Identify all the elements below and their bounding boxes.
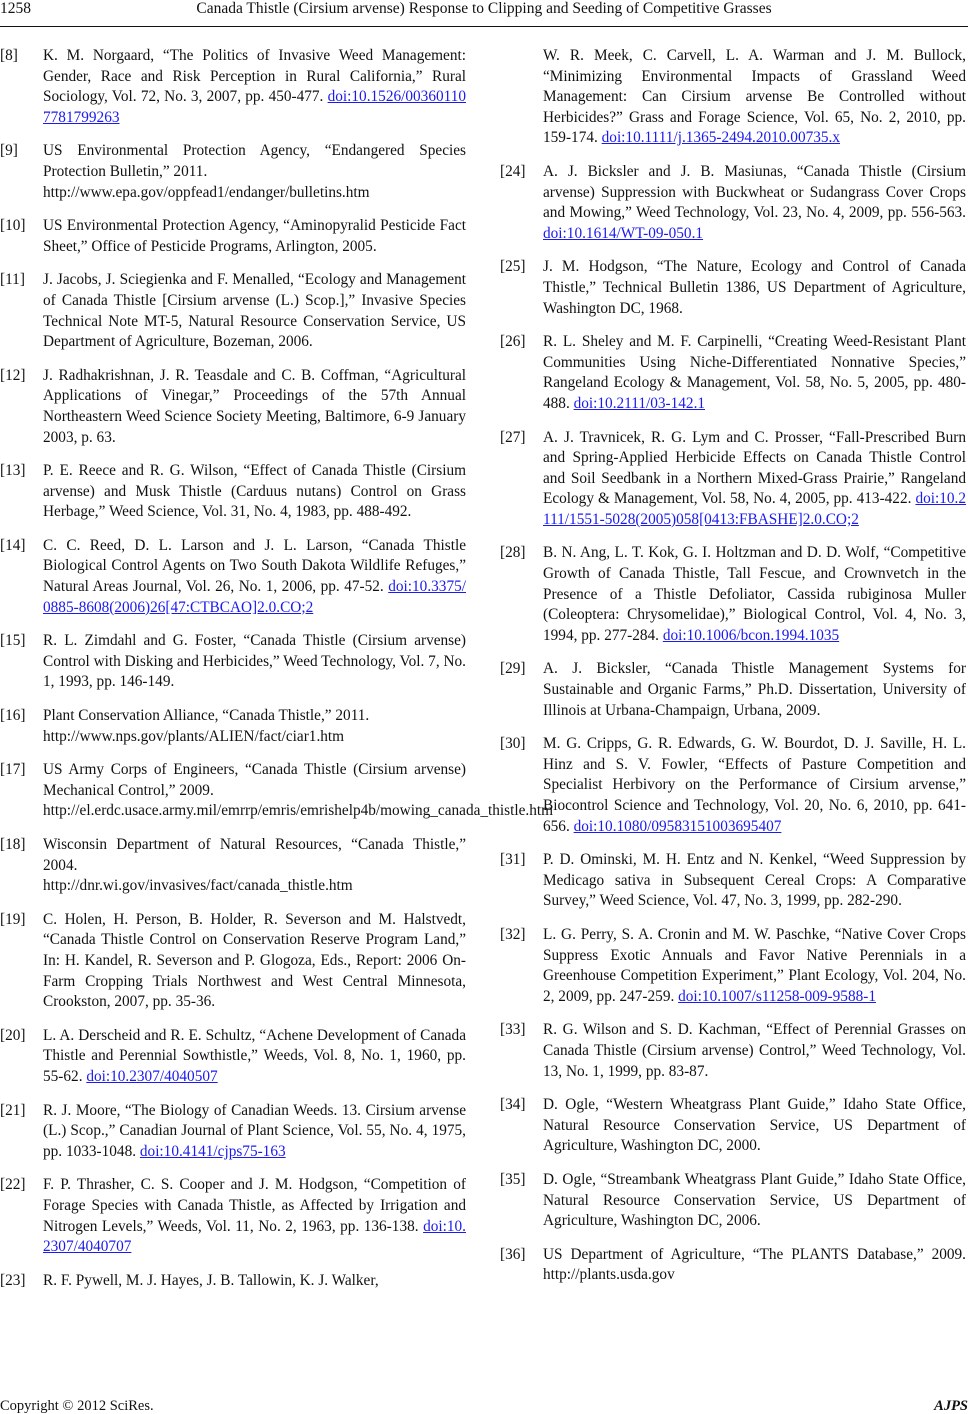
running-title: Canada Thistle (Cirsium arvense) Response to Clipping and Seeding of Competitive Grasses (196, 0, 772, 17)
reference-item (500, 257, 966, 319)
reference-item (0, 366, 466, 448)
reference-number: [22] (0, 1176, 26, 1194)
reference-text: A. J. Bicksler and J. B. Masiunas, “Canada Thistle (Cirsium arvense) Suppression with Buckwheat or Sudangrass Cover Crops and Mowing,” Weed Technology, Vol. 23, No. 4, 2009, pp. 556-563. doi:10.1614/WT-09-050.1 (543, 162, 966, 242)
reference-number: [35] (500, 1170, 526, 1188)
journal-abbreviation: AJPS (934, 1398, 968, 1414)
reference-text: P. E. Reece and R. G. Wilson, “Effect of Canada Thistle (Cirsium arvense) and Musk Thistle (Carduus nutans) Control on Grass Herbage,” Weed Science, Vol. 31, No. 4, 1983, pp. 488-492. (43, 462, 466, 521)
reference-item (0, 1271, 466, 1292)
reference-number: [15] (0, 632, 26, 650)
reference-item (500, 46, 966, 149)
reference-doi-link[interactable]: doi:10.1614/WT-09-050.1 (543, 224, 704, 242)
reference-number: [10] (0, 217, 26, 235)
reference-doi-link[interactable]: doi:10.2111/03-142.1 (573, 394, 706, 412)
reference-number: [27] (500, 428, 526, 446)
reference-doi-link[interactable]: doi:10.3375/0885-8608(2006)26[47:CTBCAO]2.0.CO;2 (43, 578, 466, 616)
reference-item (0, 536, 466, 618)
reference-text: F. P. Thrasher, C. S. Cooper and J. M. Hodgson, “Competition of Forage Species with Canada Thistle, as Affected by Irrigation and Nitrogen Levels,” Weeds, Vol. 11, No. 2, 1963, pp. 136-138. doi:10.2307/4040707 (43, 1176, 466, 1256)
reference-item (500, 925, 966, 1007)
reference-text: US Environmental Protection Agency, “Aminopyralid Pesticide Fact Sheet,” Office of Pesticide Programs, Arlington, 2005. (43, 217, 466, 255)
reference-number: [29] (500, 660, 526, 678)
reference-item (0, 835, 466, 897)
reference-item (0, 461, 466, 523)
page-header (0, 0, 968, 26)
reference-text: Plant Conservation Alliance, “Canada Thistle,” 2011. (43, 707, 370, 725)
reference-number: [30] (500, 735, 526, 753)
reference-item (500, 1020, 966, 1082)
reference-number: [8] (0, 47, 18, 64)
reference-item (500, 734, 966, 837)
reference-item (0, 760, 554, 822)
reference-doi-link[interactable]: doi:10.1111/j.1365-2494.2010.00735.x (601, 129, 841, 147)
reference-item (500, 428, 966, 531)
reference-item (500, 332, 966, 414)
reference-item (500, 1245, 966, 1286)
reference-item (500, 1170, 966, 1232)
reference-item (0, 46, 466, 128)
reference-number: [19] (0, 910, 26, 928)
reference-text: Wisconsin Department of Natural Resources, “Canada Thistle,” 2004. (43, 836, 466, 874)
reference-number: [23] (0, 1271, 26, 1289)
reference-doi-link[interactable]: doi:10.2111/1551-5028(2005)058[0413:FBASHE]2.0.CO;2 (543, 490, 967, 528)
reference-text: K. M. Norgaard, “The Politics of Invasive Weed Management: Gender, Race and Risk Perception in Rural California,” Rural Sociology, Vol. 72, No. 3, 2007, pp. 450-477. doi:10.1526/003601107781799263 (43, 47, 466, 126)
reference-item (0, 706, 466, 747)
reference-text: A. J. Bicksler, “Canada Thistle Management Systems for Sustainable and Organic Farms,” Ph.D. Dissertation, University of Illinois at Urbana-Champaign, Urbana, 2009. (543, 660, 966, 719)
reference-item (0, 216, 466, 257)
reference-number: [20] (0, 1026, 26, 1044)
reference-number: [26] (500, 333, 526, 351)
reference-item (0, 631, 466, 693)
reference-text: B. N. Ang, L. T. Kok, G. I. Holtzman and D. D. Wolf, “Competitive Growth of Canada Thistle, Tall Fescue, and Crownvetch in the Presence of a Thistle Defoliator, Cassida rubiginosa Muller (Coleoptera: Chrysomelidae),” Biological Control, Vol. 4, No. 3, 1994, pp. 277-284. doi:10.1006/bcon.1994.1035 (543, 544, 966, 644)
reference-text: J. Radhakrishnan, J. R. Teasdale and C. B. Coffman, “Agricultural Applications of Vinegar,” Proceedings of the 57th Annual Northeastern Weed Science Society Meeting, Baltimore, 6-9 January 2003, p. 63. (43, 366, 466, 446)
reference-text: US Army Corps of Engineers, “Canada Thistle (Cirsium arvense) Mechanical Control,” 2009. (43, 761, 466, 799)
reference-number: [13] (0, 462, 26, 480)
header-rule (0, 26, 968, 27)
reference-doi-link[interactable]: doi:10.1080/09583151003695407 (573, 817, 782, 835)
reference-item (500, 543, 966, 646)
page-number: 1258 (0, 0, 31, 17)
page-footer (0, 1398, 968, 1414)
reference-text: A. J. Travnicek, R. G. Lym and C. Prosser, “Fall-Prescribed Burn and Spring-Applied Herbicide Effects on Canada Thistle Control and Soil Seedbank in a Northern Mixed-Grass Prairie,” Rangeland Ecology & Management, Vol. 58, No. 4, 2005, pp. 413-422. doi:10.2111/1551-5028(2005)058[0413:FBASHE]2.0.CO;2 (543, 428, 967, 528)
reference-text: J. Jacobs, J. Sciegienka and F. Menalled, “Ecology and Management of Canada Thistle [Cirsium arvense (L.) Scop.],” Invasive Species Technical Note MT-5, Natural Resource Conservation Service, US Department of Agriculture, Bozeman, 2006. (43, 271, 466, 351)
reference-text: R. J. Moore, “The Biology of Canadian Weeds. 13. Cirsium arvense (L.) Scop.,” Canadian Journal of Plant Science, Vol. 55, No. 4, 1975, pp. 1033-1048. doi:10.4141/cjps75-163 (43, 1101, 466, 1160)
reference-doi-link[interactable]: doi:10.1526/003601107781799263 (43, 88, 466, 126)
reference-text: D. Ogle, “Streambank Wheatgrass Plant Guide,” Idaho State Office, Natural Resource Conservation Service, US Department of Agriculture, Washington DC, 2006. (543, 1170, 966, 1230)
reference-text: J. M. Hodgson, “The Nature, Ecology and Control of Canada Thistle,” Technical Bulletin 1386, US Department of Agriculture, Washington DC, 1968. (543, 258, 966, 317)
reference-number: [14] (0, 536, 26, 554)
reference-number: [28] (500, 544, 526, 562)
reference-text: C. Holen, H. Person, B. Holder, R. Severson and M. Halstvedt, “Canada Thistle Control on Conservation Reserve Program Land,” In: H. Kandel, R. Severson and P. Glogoza, Eds., Report: 2006 On-Farm Cropping Trials Northwest and West Central Minnesota, Crookston, 2007, pp. 35-36. (43, 910, 466, 1011)
references-right-column (500, 46, 966, 1299)
reference-item (0, 910, 466, 1013)
reference-text: R. L. Sheley and M. F. Carpinelli, “Creating Weed-Resistant Plant Communities Using Niche-Differentiated Nonnative Species,” Rangeland Ecology & Management, Vol. 58, No. 5, 2005, pp. 480-488. doi:10.2111/03-142.1 (543, 333, 966, 412)
reference-doi-link[interactable]: doi:10.4141/cjps75-163 (139, 1142, 286, 1160)
reference-text: R. L. Zimdahl and G. Foster, “Canada Thistle (Cirsium arvense) Control with Disking and Herbicides,” Weed Technology, Vol. 7, No. 1, 1993, pp. 146-149. (43, 632, 466, 691)
reference-url: http://dnr.wi.gov/invasives/fact/canada_thistle.htm (43, 877, 353, 895)
reference-item (0, 1026, 466, 1088)
reference-number: [34] (500, 1096, 526, 1114)
reference-number: [32] (500, 925, 526, 943)
reference-doi-link[interactable]: doi:10.2307/4040707 (43, 1217, 466, 1256)
reference-text: C. C. Reed, D. L. Larson and J. L. Larson, “Canada Thistle Biological Control Agents on Two South Dakota Wildlife Refuges,” Natural Areas Journal, Vol. 26, No. 1, 2006, pp. 47-52. doi:10.3375/0885-8608(2006)26[47:CTBCAO]2.0.CO;2 (43, 536, 466, 616)
reference-item (0, 270, 466, 352)
reference-url: http://el.erdc.usace.army.mil/emrrp/emris/emrishelp4b/mowing_canada_thistle.htm (43, 802, 554, 820)
reference-text: R. G. Wilson and S. D. Kachman, “Effect of Perennial Grasses on Canada Thistle (Cirsium arvense) Control,” Weed Technology, Vol. 13, No. 1, 1999, pp. 83-87. (543, 1021, 966, 1080)
reference-number: [12] (0, 366, 26, 384)
reference-text: D. Ogle, “Western Wheatgrass Plant Guide,” Idaho State Office, Natural Resource Conservation Service, US Department of Agriculture, Washington DC, 2000. (543, 1096, 966, 1155)
reference-url: http://www.nps.gov/plants/ALIEN/fact/ciar1.htm (43, 727, 345, 745)
reference-text: R. F. Pywell, M. J. Hayes, J. B. Tallowin, K. J. Walker, (43, 1271, 379, 1289)
reference-item (500, 659, 966, 721)
reference-number: [36] (500, 1245, 526, 1263)
reference-item (500, 162, 966, 244)
reference-number: [17] (0, 761, 26, 779)
reference-text: M. G. Cripps, G. R. Edwards, G. W. Bourdot, D. J. Saville, H. L. Hinz and S. V. Fowler, “Effects of Pasture Competition and Specialist Herbivory on the Performance of Cirsium arvense,” Biocontrol Science and Technology, Vol. 20, No. 6, 2010, pp. 641-656. doi:10.1080/09583151003695407 (543, 735, 966, 835)
reference-doi-link[interactable]: doi:10.1007/s11258-009-9588-1 (678, 987, 876, 1005)
reference-item (0, 1101, 466, 1163)
reference-url: http://www.epa.gov/oppfead1/endanger/bulletins.htm (43, 183, 370, 201)
copyright-notice: Copyright © 2012 SciRes. (0, 1398, 154, 1414)
reference-number: [21] (0, 1101, 26, 1119)
reference-text: L. G. Perry, S. A. Cronin and M. W. Paschke, “Native Cover Crops Suppress Exotic Annuals and Favor Native Perennials in a Greenhouse Competition Experiment,” Plant Ecology, Vol. 204, No. 2, 2009, pp. 247-259. doi:10.1007/s11258-009-9588-1 (543, 925, 966, 1005)
reference-item (500, 850, 966, 912)
reference-item (0, 141, 466, 203)
reference-doi-link[interactable]: doi:10.1006/bcon.1994.1035 (662, 626, 840, 644)
reference-number: [16] (0, 707, 26, 725)
reference-number: [31] (500, 851, 526, 869)
reference-number: [9] (0, 142, 18, 160)
reference-text: US Department of Agriculture, “The PLANTS Database,” 2009. http://plants.usda.gov (543, 1245, 966, 1284)
reference-item (0, 1175, 466, 1257)
reference-item (500, 1095, 966, 1157)
reference-text: W. R. Meek, C. Carvell, L. A. Warman and J. M. Bullock, “Minimizing Environmental Impacts of Grassland Weed Management: Can Cirsium arvense Be Controlled without Herbicides?” Grass and Forage Science, Vol. 65, No. 2, 2010, pp. 159-174. doi:10.1111/j.1365-2494.2010.00735.x (543, 47, 966, 147)
reference-doi-link[interactable]: doi:10.2307/4040507 (86, 1067, 218, 1085)
reference-number: [24] (500, 162, 526, 180)
reference-number: [25] (500, 258, 526, 276)
reference-text: US Environmental Protection Agency, “Endangered Species Protection Bulletin,” 2011. (43, 142, 466, 180)
reference-number: [33] (500, 1021, 526, 1039)
reference-number: [11] (0, 271, 25, 289)
reference-number: [18] (0, 836, 26, 853)
reference-text: L. A. Derscheid and R. E. Schultz, “Achene Development of Canada Thistle and Perennial Sowthistle,” Weeds, Vol. 8, No. 1, 1960, pp. 55-62. doi:10.2307/4040507 (43, 1026, 466, 1085)
reference-text: P. D. Ominski, M. H. Entz and N. Kenkel, “Weed Suppression by Medicago sativa in Subsequent Cereal Crops: A Comparative Survey,” Weed Science, Vol. 47, No. 3, 1999, pp. 282-290. (543, 851, 966, 910)
